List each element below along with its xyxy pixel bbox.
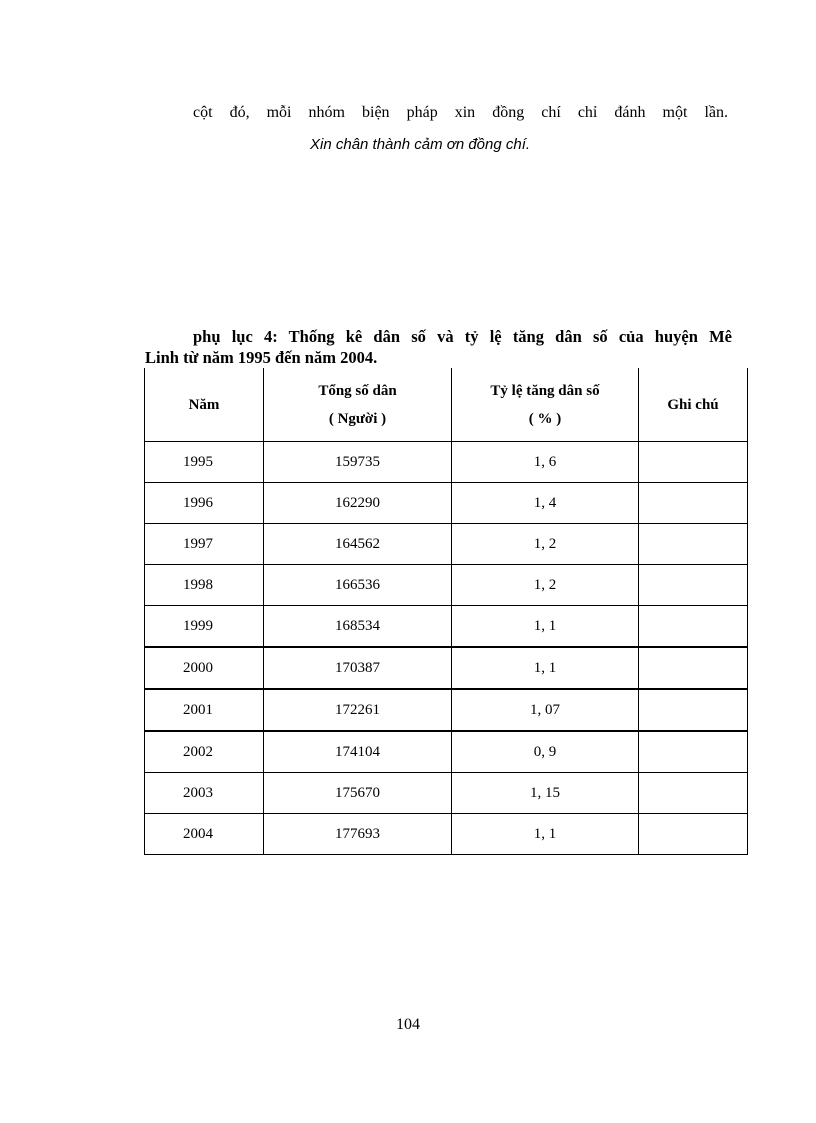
cell-year: 2003 bbox=[145, 773, 264, 814]
cell-year: 1998 bbox=[145, 565, 264, 606]
header-population-title: Tổng số dân bbox=[318, 382, 397, 399]
cell-growth-rate: 1, 6 bbox=[452, 442, 639, 483]
table-row bbox=[145, 731, 748, 773]
cell-note bbox=[639, 483, 748, 524]
header-notes: Ghi chú bbox=[639, 368, 748, 442]
cell-population: 174104 bbox=[264, 731, 452, 773]
header-growth-rate-title: Tỷ lệ tăng dân số bbox=[490, 382, 600, 399]
table-row bbox=[145, 689, 748, 731]
cell-year: 2002 bbox=[145, 731, 264, 773]
header-year: Năm bbox=[145, 368, 264, 442]
cell-note bbox=[639, 689, 748, 731]
table-row bbox=[145, 647, 748, 689]
cell-population: 175670 bbox=[264, 773, 452, 814]
cell-year: 2001 bbox=[145, 689, 264, 731]
cell-year: 1997 bbox=[145, 524, 264, 565]
cell-note bbox=[639, 814, 748, 855]
cell-growth-rate: 1, 15 bbox=[452, 773, 639, 814]
appendix-heading bbox=[145, 326, 732, 368]
cell-growth-rate: 0, 9 bbox=[452, 731, 639, 773]
cell-population: 172261 bbox=[264, 689, 452, 731]
cell-year: 1996 bbox=[145, 483, 264, 524]
closing-thanks: Xin chân thành cảm ơn đồng chí. bbox=[310, 136, 531, 153]
cell-population: 170387 bbox=[264, 647, 452, 689]
appendix-heading-line1: phụ lục 4: Thống kê dân số và tỷ lệ tăng dân số của huyện Mê bbox=[193, 327, 732, 346]
cell-note bbox=[639, 565, 748, 606]
cell-note bbox=[639, 442, 748, 483]
table-row bbox=[145, 606, 748, 648]
cell-growth-rate: 1, 07 bbox=[452, 689, 639, 731]
table-row bbox=[145, 814, 748, 855]
cell-population: 164562 bbox=[264, 524, 452, 565]
cell-growth-rate: 1, 1 bbox=[452, 814, 639, 855]
cell-note bbox=[639, 731, 748, 773]
cell-year: 1995 bbox=[145, 442, 264, 483]
cell-population: 177693 bbox=[264, 814, 452, 855]
table-row bbox=[145, 565, 748, 606]
population-table bbox=[144, 368, 748, 855]
cell-growth-rate: 1, 1 bbox=[452, 647, 639, 689]
cell-year: 2000 bbox=[145, 647, 264, 689]
cell-growth-rate: 1, 2 bbox=[452, 565, 639, 606]
table-row bbox=[145, 773, 748, 814]
header-population bbox=[264, 368, 452, 442]
cell-note bbox=[639, 647, 748, 689]
table-row bbox=[145, 483, 748, 524]
table-row bbox=[145, 524, 748, 565]
cell-growth-rate: 1, 4 bbox=[452, 483, 639, 524]
header-growth-rate-unit: ( % ) bbox=[528, 410, 562, 427]
cell-note bbox=[639, 524, 748, 565]
appendix-heading-line2: Linh từ năm 1995 đến năm 2004. bbox=[145, 348, 378, 367]
header-growth-rate bbox=[452, 368, 639, 442]
cell-population: 159735 bbox=[264, 442, 452, 483]
header-population-unit: ( Người ) bbox=[328, 410, 387, 427]
cell-population: 162290 bbox=[264, 483, 452, 524]
cell-year: 1999 bbox=[145, 606, 264, 648]
cell-growth-rate: 1, 2 bbox=[452, 524, 639, 565]
page-number: 104 bbox=[396, 1016, 420, 1033]
cell-note bbox=[639, 773, 748, 814]
table-row bbox=[145, 442, 748, 483]
cell-year: 2004 bbox=[145, 814, 264, 855]
cell-growth-rate: 1, 1 bbox=[452, 606, 639, 648]
cell-note bbox=[639, 606, 748, 648]
body-text-line: cột đó, mỗi nhóm biện pháp xin đồng chí chỉ đánh một lần. bbox=[193, 104, 728, 121]
table-header-row bbox=[145, 368, 748, 442]
cell-population: 168534 bbox=[264, 606, 452, 648]
cell-population: 166536 bbox=[264, 565, 452, 606]
